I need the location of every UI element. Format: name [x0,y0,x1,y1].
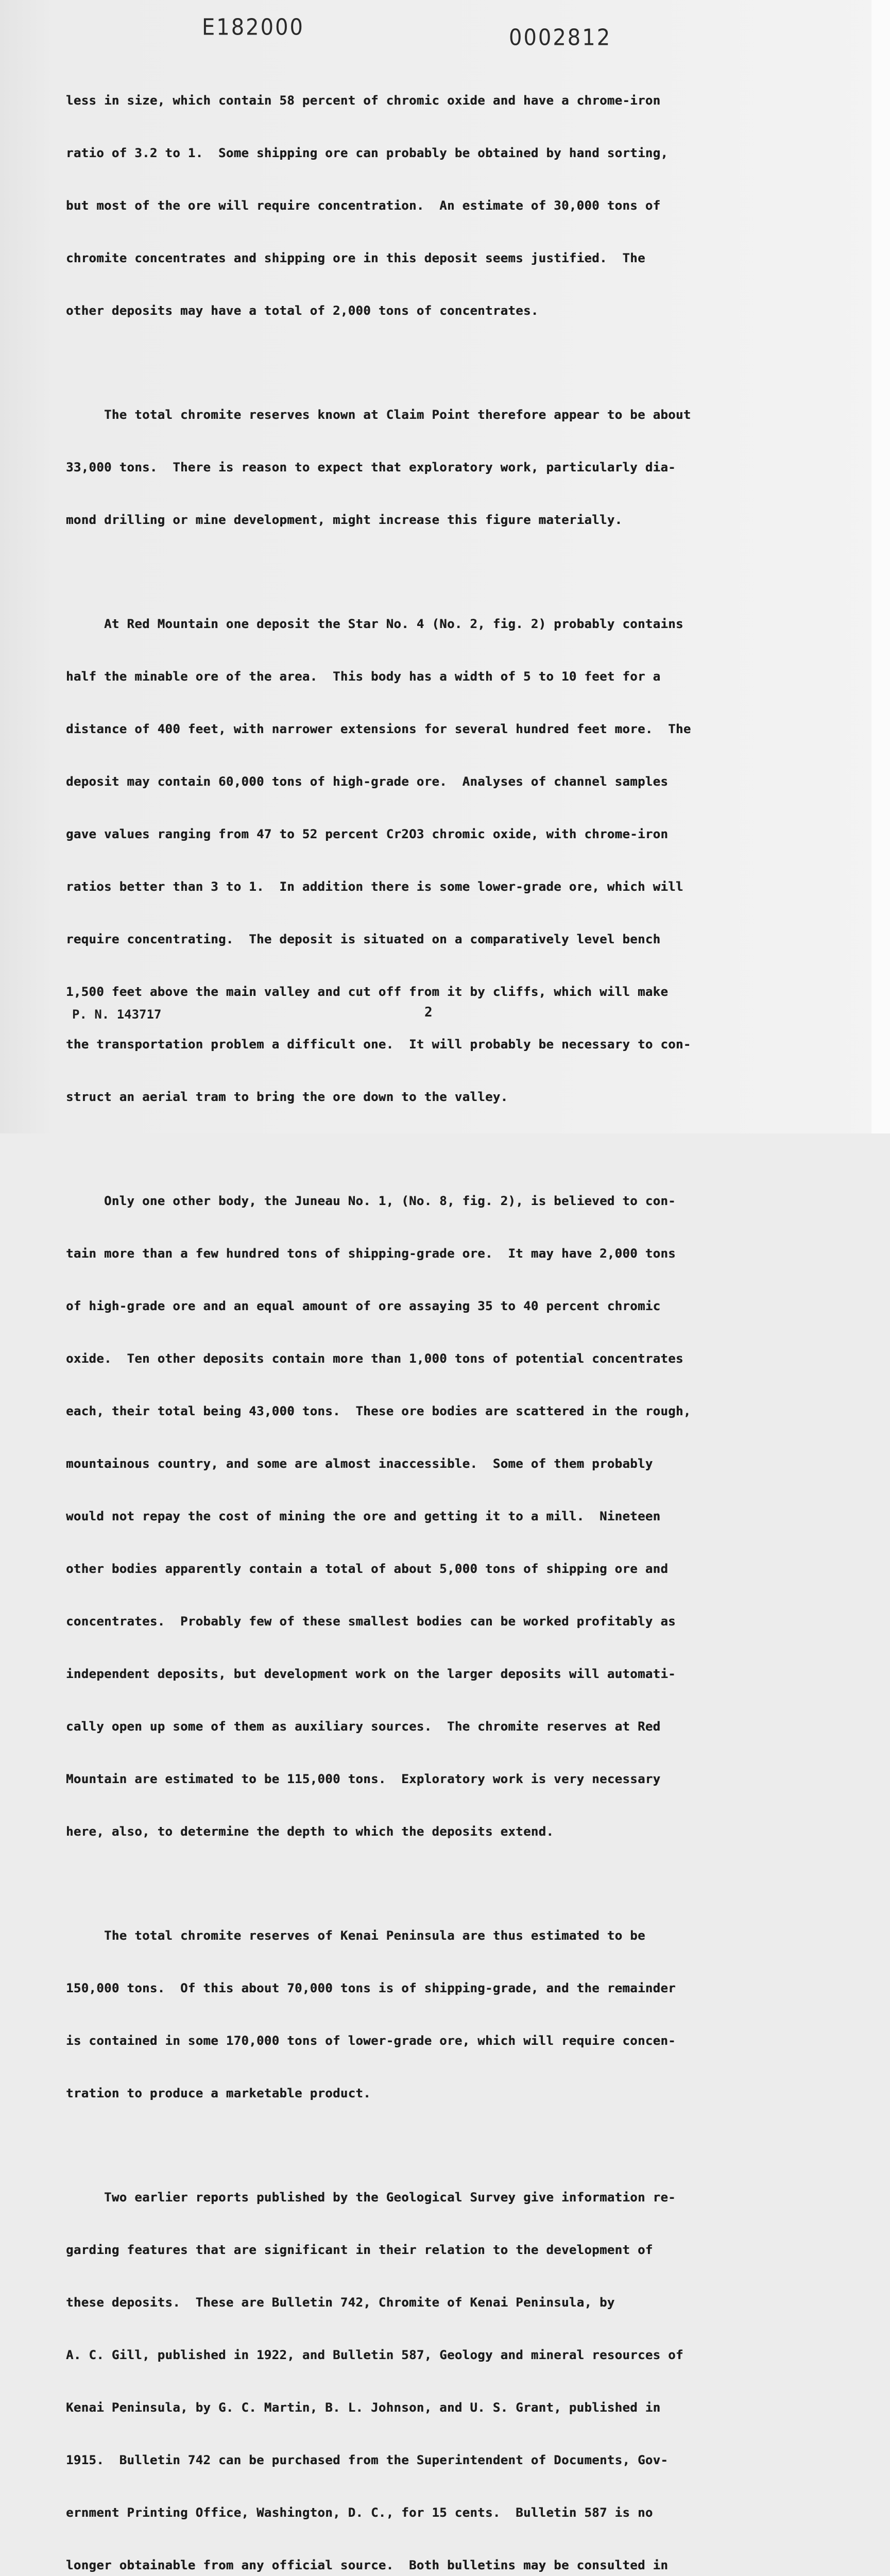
text-line: longer obtainable from any official source. Both bulletins may be consulted in [66,2558,669,2572]
text-line: of high-grade ore and an equal amount of ore assaying 35 to 40 percent chromic [66,1299,661,1313]
text-line: Mountain are estimated to be 115,000 tons. Exploratory work is very necessary [66,1772,661,1786]
print-number: P. N. 143717 [72,1007,162,1022]
paragraph-6 [66,2154,782,2576]
text-line: 1915. Bulletin 742 can be purchased from the Superintendent of Documents, Gov- [66,2453,669,2467]
text-line: The total chromite reserves known at Claim Point therefore appear to be about [66,408,691,422]
text-line: other bodies apparently contain a total of about 5,000 tons of shipping ore and [66,1562,669,1576]
text-line: 1,500 feet above the main valley and cut off from it by cliffs, which will make [66,985,669,999]
text-line: would not repay the cost of mining the ore and getting it to a mill. Nineteen [66,1509,661,1523]
text-line: Two earlier reports published by the Geological Survey give information re- [66,2190,676,2205]
text-line: mond drilling or mine development, might increase this figure materially. [66,513,623,527]
page-edge [871,0,890,1133]
text-line: the transportation problem a difficult one. It will probably be necessary to con- [66,1037,691,1052]
body-text [66,57,782,2576]
archive-stamp-right: 0002812 [509,24,612,51]
text-line: The total chromite reserves of Kenai Peninsula are thus estimated to be [66,1928,645,1943]
text-line: 33,000 tons. There is reason to expect that exploratory work, particularly dia- [66,460,676,474]
text-line: Only one other body, the Juneau No. 1, (No. 8, fig. 2), is believed to con- [66,1194,676,1208]
text-line: require concentrating. The deposit is situated on a comparatively level bench [66,932,661,946]
text-line: chromite concentrates and shipping ore in this deposit seems justified. The [66,251,645,265]
text-line: At Red Mountain one deposit the Star No. 4 (No. 2, fig. 2) probably contains [66,617,683,631]
archive-stamp-left: E182000 [202,14,304,41]
paragraph-2 [66,371,782,564]
text-line: is contained in some 170,000 tons of lower-grade ore, which will require concen- [66,2033,676,2048]
text-line: tain more than a few hundred tons of shipping-grade ore. It may have 2,000 tons [66,1246,676,1261]
text-line: Kenai Peninsula, by G. C. Martin, B. L. Johnson, and U. S. Grant, published in [66,2400,661,2415]
text-line: ratios better than 3 to 1. In addition there is some lower-grade ore, which will [66,879,683,894]
text-line: 150,000 tons. Of this about 70,000 tons is of shipping-grade, and the remainder [66,1981,676,1995]
text-line: but most of the ore will require concentration. An estimate of 30,000 tons of [66,198,661,213]
text-line: oxide. Ten other deposits contain more than 1,000 tons of potential concentrates [66,1351,683,1366]
text-line: these deposits. These are Bulletin 742, Chromite of Kenai Peninsula, by [66,2295,615,2310]
text-line: mountainous country, and some are almost inaccessible. Some of them probably [66,1456,653,1471]
text-line: less in size, which contain 58 percent of chromic oxide and have a chrome-iron [66,93,661,108]
text-line: tration to produce a marketable product. [66,2086,371,2100]
text-line: deposit may contain 60,000 tons of high-grade ore. Analyses of channel samples [66,774,669,789]
paragraph-5 [66,1892,782,2137]
text-line: other deposits may have a total of 2,000 tons of concentrates. [66,303,539,318]
text-line: half the minable ore of the area. This body has a width of 5 to 10 feet for a [66,669,661,684]
paragraph-1 [66,57,782,354]
text-line: distance of 400 feet, with narrower extensions for several hundred feet more. The [66,722,691,736]
text-line: A. C. Gill, published in 1922, and Bulletin 587, Geology and mineral resources of [66,2348,683,2362]
paragraph-3 [66,580,782,1141]
text-line: each, their total being 43,000 tons. These ore bodies are scattered in the rough, [66,1404,691,1418]
paragraph-4 [66,1157,782,1875]
text-line: cally open up some of them as auxiliary sources. The chromite reserves at Red [66,1719,661,1734]
text-line: garding features that are significant in their relation to the development of [66,2243,653,2257]
text-line: ernment Printing Office, Washington, D. C., for 15 cents. Bulletin 587 is no [66,2505,653,2520]
text-line: here, also, to determine the depth to which the deposits extend. [66,1824,554,1839]
text-line: gave values ranging from 47 to 52 percent Cr2O3 chromic oxide, with chrome-iron [66,827,669,841]
text-line: ratio of 3.2 to 1. Some shipping ore can probably be obtained by hand sorting, [66,146,669,160]
text-line: struct an aerial tram to bring the ore down to the valley. [66,1090,508,1104]
text-line: independent deposits, but development work on the larger deposits will automati- [66,1667,676,1681]
page-number: 2 [424,1005,433,1020]
text-line: concentrates. Probably few of these smallest bodies can be worked profitably as [66,1614,676,1629]
